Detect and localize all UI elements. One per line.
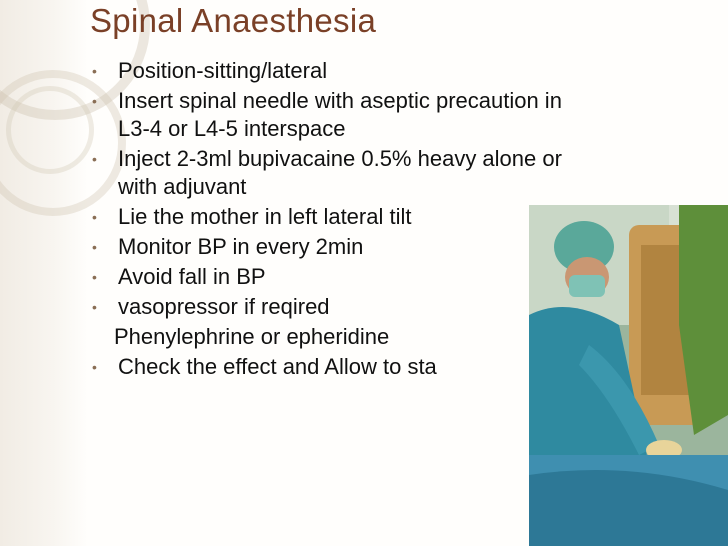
bullet-item: [84, 57, 724, 85]
bullet-text: Inject 2-3ml bupivacaine 0.5% heavy alone or: [118, 146, 562, 171]
bullet-text: Avoid fall in BP: [118, 264, 266, 289]
decorative-ring: [6, 86, 94, 174]
bullet-item: [84, 145, 724, 173]
bullet-text: Monitor BP in every 2min: [118, 234, 364, 259]
bullet-dot: •: [92, 269, 97, 285]
bullet-text: vasopressor if reqired: [118, 294, 330, 319]
bullet-text: Phenylephrine or epheridine: [114, 324, 390, 349]
surgeon-mask: [569, 275, 605, 297]
bullet-text: Check the effect and Allow to sta: [118, 354, 437, 379]
bullet-dot: •: [92, 359, 97, 375]
bullet-dot: •: [92, 151, 97, 167]
bullet-dot: •: [92, 209, 97, 225]
bullet-dot: •: [92, 299, 97, 315]
bullet-dot: •: [92, 93, 97, 109]
procedure-photo: [529, 205, 728, 546]
bullet-text: Lie the mother in left lateral tilt: [118, 204, 412, 229]
slide-title: Spinal Anaesthesia: [90, 2, 377, 39]
bullet-continuation: [84, 173, 724, 201]
bullet-text: Position-sitting/lateral: [118, 58, 328, 83]
bullet-item: [84, 87, 724, 115]
bullet-continuation: [84, 115, 724, 143]
bullet-text: with adjuvant: [118, 174, 247, 199]
bullet-dot: •: [92, 239, 97, 255]
bullet-text: Insert spinal needle with aseptic precaution in: [118, 88, 562, 113]
bullet-dot: •: [92, 63, 97, 79]
bullet-text: L3-4 or L4-5 interspace: [118, 116, 346, 141]
